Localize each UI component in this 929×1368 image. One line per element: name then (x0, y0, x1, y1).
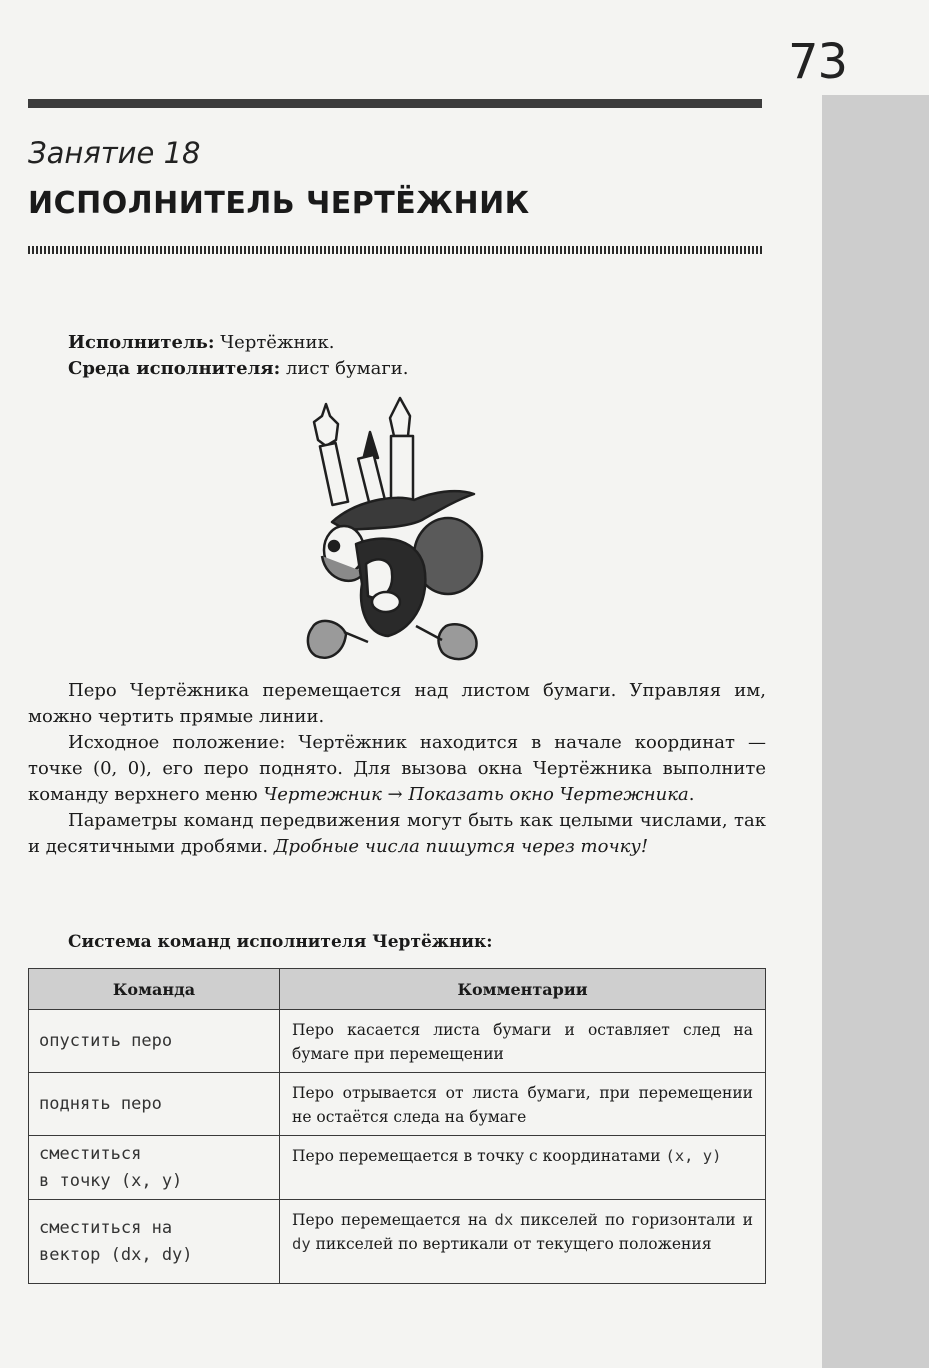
header-command: Команда (29, 969, 280, 1010)
paragraph-3-text: Параметры команд передвижения могут быть как целыми числами, так и десятичными дробями. (28, 810, 766, 857)
executor-label: Исполнитель: (68, 332, 215, 353)
paragraph-2-text: Исходное положение: Чертёжник находится в начале координат — точке (0, 0), его перо поднято. Для вызова окна Чертёжника выполните команду верхнего меню (28, 732, 766, 805)
paragraph-2-end: . (688, 784, 695, 805)
paragraph-2 (28, 730, 766, 808)
table-row (29, 1010, 766, 1073)
comment-text: пикселей по вертикали от текущего положения (310, 1235, 712, 1253)
command-cell: опустить перо (29, 1010, 280, 1073)
command-line: вектор (dx, dy) (39, 1244, 193, 1265)
menu-path: Чертежник → Показать окно Чертежника (263, 784, 689, 805)
command-cell: поднять перо (29, 1073, 280, 1136)
executor-line (68, 330, 408, 356)
comment-cell: Перо отрывается от листа бумаги, при перемещении не остаётся следа на бумаге (280, 1073, 766, 1136)
hatched-divider (28, 246, 762, 254)
page-number: 73 (788, 34, 848, 90)
environment-value: лист бумаги. (280, 358, 409, 379)
lesson-label: Занятие 18 (28, 136, 201, 170)
comment-text: Перо перемещается в точку с координатами (292, 1147, 666, 1165)
decimal-note: Дробные числа пишутся через точку! (273, 836, 649, 857)
command-table-title: Система команд исполнителя Чертёжник: (68, 932, 493, 952)
body-text (28, 678, 766, 860)
command-cell (29, 1200, 280, 1284)
command-line: в точку (x, y) (39, 1170, 183, 1191)
command-cell (29, 1136, 280, 1200)
environment-line (68, 356, 408, 382)
executor-value: Чертёжник. (214, 332, 335, 353)
comment-cell: Перо касается листа бумаги и оставляет след на бумаге при перемещении (280, 1010, 766, 1073)
table-header-row (29, 969, 766, 1010)
table-row (29, 1136, 766, 1200)
executor-info (68, 330, 408, 382)
comment-text: пикселей по горизонтали и (513, 1211, 753, 1229)
code-text: (x, y) (665, 1147, 722, 1165)
command-line: сместиться на (39, 1217, 173, 1238)
code-text: dy (292, 1235, 311, 1253)
command-line: сместиться (39, 1143, 142, 1164)
table-row (29, 1073, 766, 1136)
header-rule (28, 99, 762, 108)
paragraph-3 (28, 808, 766, 860)
draftsman-illustration (296, 396, 484, 678)
page-margin-band (822, 95, 929, 1368)
comment-cell (280, 1200, 766, 1284)
paragraph-1: Перо Чертёжника перемещается над листом бумаги. Управляя им, можно чертить прямые линии. (28, 680, 766, 727)
command-table (28, 968, 766, 1284)
table-row (29, 1200, 766, 1284)
environment-label: Среда исполнителя: (68, 358, 281, 379)
header-comment: Комментарии (280, 969, 766, 1010)
code-text: dx (494, 1211, 514, 1229)
comment-cell (280, 1136, 766, 1200)
lesson-title: ИСПОЛНИТЕЛЬ ЧЕРТЁЖНИК (28, 186, 530, 221)
comment-text: Перо перемещается на (292, 1211, 495, 1229)
